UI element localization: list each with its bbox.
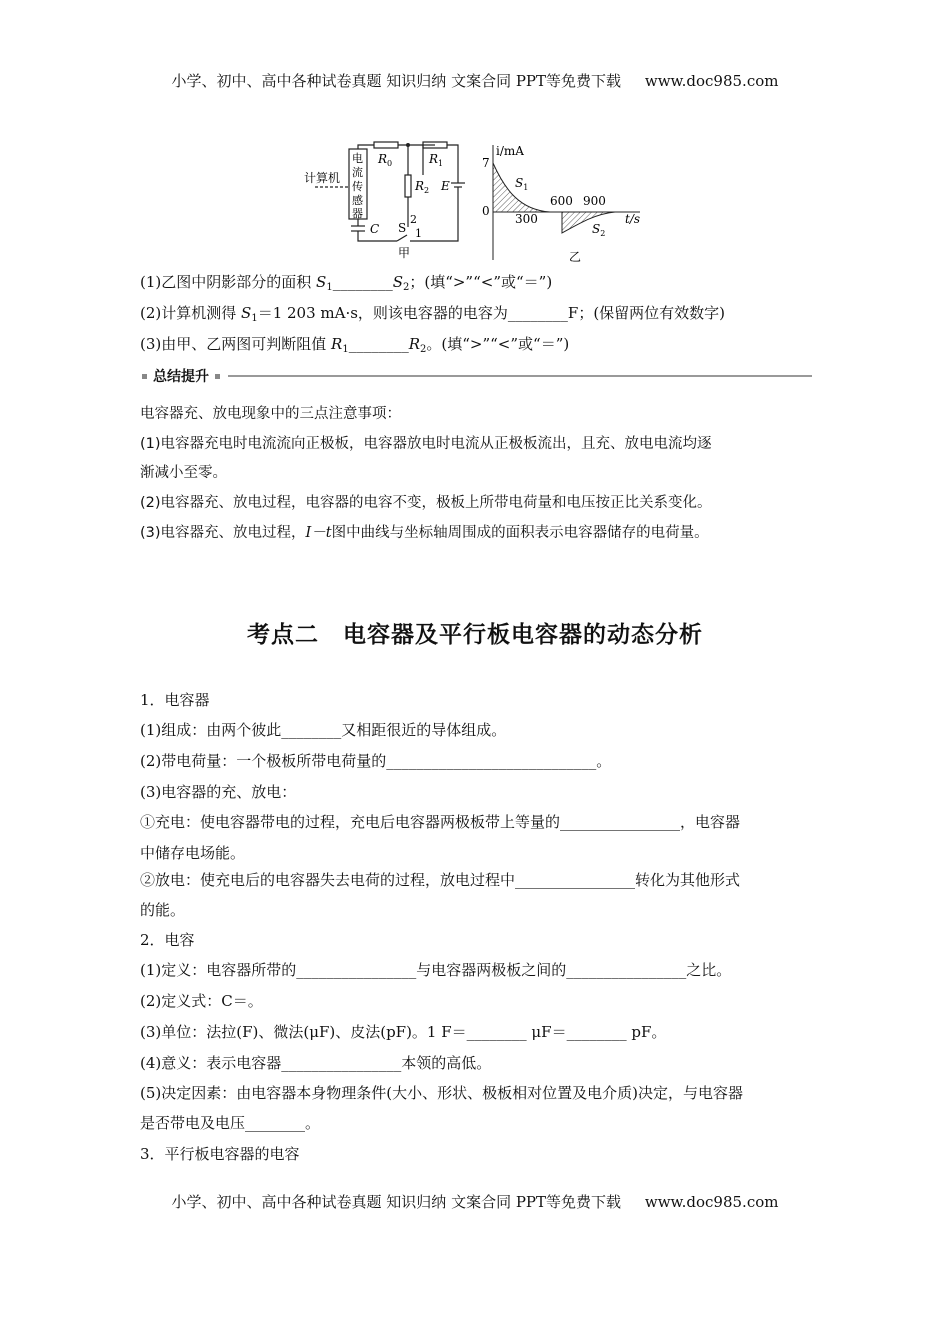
summary-intro: 电容器充、放电现象中的三点注意事项： bbox=[140, 406, 401, 422]
body-line: 3．平行板电容器的电容 bbox=[140, 1145, 300, 1163]
switch-pos1: 1 bbox=[415, 227, 422, 240]
sensor-char: 电 bbox=[352, 152, 363, 165]
sensor-char: 器 bbox=[352, 207, 363, 220]
r1-label: $R_1$ bbox=[429, 152, 444, 168]
body-line: 是否带电及电压________。 bbox=[140, 1114, 321, 1132]
y-tick-0: 0 bbox=[482, 204, 490, 218]
summary-point-2: (2)电容器充、放电过程，电容器的电容不变，极板上所带电荷量和电压按正比关系变化。 bbox=[140, 495, 712, 511]
summary-point-3: (3)电容器充、放电过程，I－t图中曲线与坐标轴周围成的面积表示电容器储存的电荷量。 bbox=[140, 525, 709, 541]
body-line: (4)意义：表示电容器________________本领的高低。 bbox=[140, 1054, 492, 1072]
body-line: 1．电容器 bbox=[140, 691, 210, 709]
summary-point-1: (1)电容器充电时电流流向正极板，电容器放电时电流从正极板流出，且充、放电电流均逐 bbox=[140, 436, 712, 452]
body-line: (3)单位：法拉(F)、微法(μF)、皮法(pF)。1 F＝________ μF＝________ pF。 bbox=[140, 1023, 667, 1041]
x-tick-900: 900 bbox=[583, 194, 606, 208]
body-line: (3)电容器的充、放电： bbox=[140, 783, 297, 801]
caption-yi: 乙 bbox=[569, 250, 582, 264]
divider bbox=[228, 375, 812, 377]
header-url: www.doc985.com bbox=[644, 72, 779, 90]
question-3: (3)由甲、乙两图可判断阻值 $R_1\_\_\_\_\_\_\_\_R_2$。(填“>”“<”或“＝”) bbox=[140, 335, 570, 355]
y-axis-label: i/mA bbox=[496, 144, 524, 158]
body-line: 的能。 bbox=[140, 901, 186, 919]
s2-area bbox=[562, 212, 615, 233]
circuit-and-graph-figure bbox=[295, 135, 655, 265]
question-1: (1)乙图中阴影部分的面积 $S_1\_\_\_\_\_\_\_\_S_2$；(填“>”“<”或“＝”) bbox=[140, 273, 553, 293]
footer-text: 小学、初中、高中各种试卷真题 知识归纳 文案合同 PPT等免费下载 bbox=[171, 1193, 622, 1211]
c-label: C bbox=[370, 222, 380, 236]
sensor-char: 感 bbox=[352, 194, 363, 207]
sensor-label bbox=[352, 151, 363, 220]
section-title: 考点二 电容器及平行板电容器的动态分析 bbox=[247, 621, 703, 648]
x-axis-label: t/s bbox=[625, 212, 641, 226]
s2-label: $S_2$ bbox=[592, 222, 606, 238]
sensor-char: 传 bbox=[352, 180, 363, 193]
body-line: ②放电：使充电后的电容器失去电荷的过程，放电过程中________________转化为其他形式 bbox=[140, 871, 741, 889]
header-text: 小学、初中、高中各种试卷真题 知识归纳 文案合同 PPT等免费下载 bbox=[171, 72, 622, 90]
body-line: (2)带电荷量：一个极板所带电荷量的____________________________。 bbox=[140, 752, 612, 770]
r0-label: $R_0$ bbox=[378, 152, 393, 168]
current-time-graph bbox=[482, 144, 640, 264]
question-2: (2)计算机测得 $S_1=1$ 203 mA·s，则该电容器的电容为________F；(保留两位有效数字) bbox=[140, 304, 726, 324]
body-line: 中储存电场能。 bbox=[140, 844, 246, 862]
footer-url: www.doc985.com bbox=[644, 1193, 779, 1211]
page-header bbox=[0, 70, 950, 91]
body-line: 2．电容 bbox=[140, 931, 195, 949]
sensor-char: 流 bbox=[352, 166, 363, 179]
body-line: (5)决定因素：由电容器本身物理条件(大小、形状、极板相对位置及电介质)决定，与电容器 bbox=[140, 1084, 743, 1102]
e-label: E bbox=[441, 179, 450, 193]
x-tick-600: 600 bbox=[550, 194, 573, 208]
s1-label: $S_1$ bbox=[515, 176, 529, 192]
body-line: (2)定义式：C＝。 bbox=[140, 992, 263, 1010]
page-footer bbox=[0, 1191, 950, 1212]
computer-label: 计算机 bbox=[304, 171, 341, 185]
summary-heading: 总结提升 bbox=[140, 366, 812, 386]
switch-pos2: 2 bbox=[410, 213, 417, 226]
summary-point-1-cont: 渐减小至零。 bbox=[140, 465, 227, 481]
x-tick-300: 300 bbox=[515, 212, 538, 226]
y-tick-7: 7 bbox=[482, 156, 490, 170]
body-line: (1)组成：由两个彼此________又相距很近的导体组成。 bbox=[140, 721, 507, 739]
caption-jia: 甲 bbox=[398, 246, 411, 260]
r2-label: $R_2$ bbox=[415, 179, 430, 195]
body-line: (1)定义：电容器所带的________________与电容器两极板之间的________________之比。 bbox=[140, 961, 732, 979]
switch-label: S bbox=[398, 221, 407, 235]
body-line: ①充电：使电容器带电的过程，充电后电容器两极板带上等量的________________，电容器 bbox=[140, 813, 741, 831]
